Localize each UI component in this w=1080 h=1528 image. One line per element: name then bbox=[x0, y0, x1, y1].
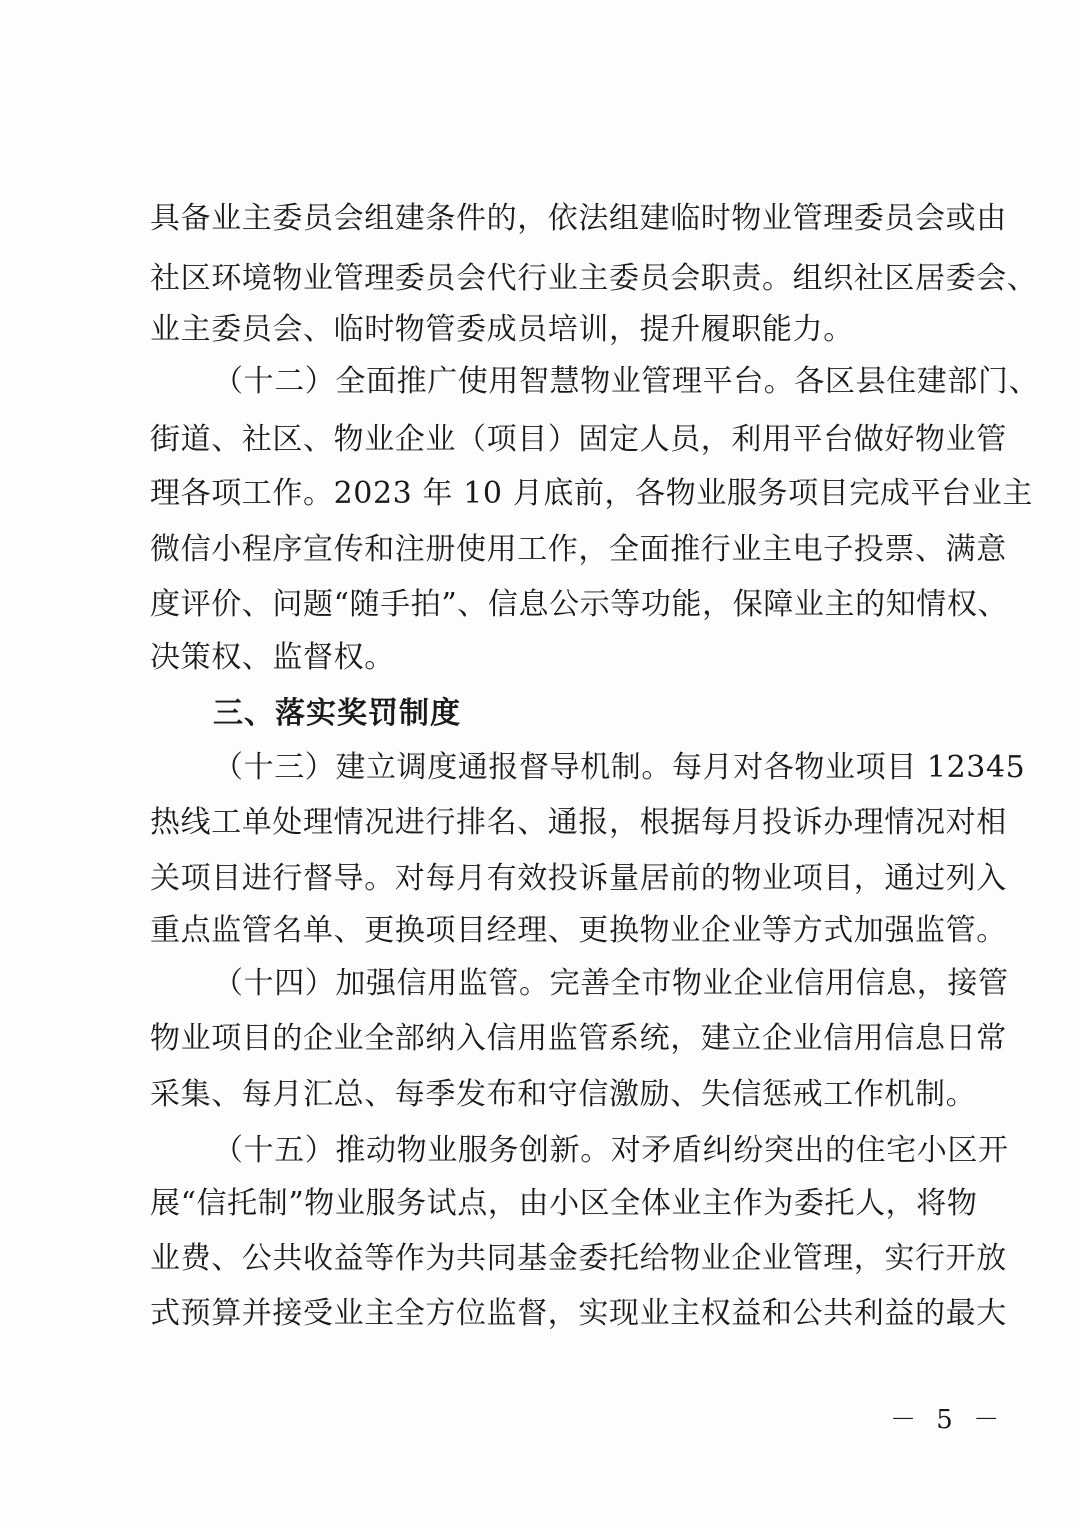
text-line: 决策权、监督权。 bbox=[150, 640, 395, 675]
paragraph-start-line: （十二）全面推广使用智慧物业管理平台。各区县住建部门、 bbox=[213, 364, 1040, 399]
paragraph-start-line: （十五）推动物业服务创新。对矛盾纠纷突出的住宅小区开 bbox=[213, 1133, 1009, 1168]
text-line: 采集、每月汇总、每季发布和守信激励、失信惩戒工作机制。 bbox=[150, 1077, 977, 1112]
page-number: － 5 － bbox=[890, 1405, 1006, 1435]
text-line: 业费、公共收益等作为共同基金委托给物业企业管理，实行开放 bbox=[150, 1241, 1007, 1276]
text-line: 热线工单处理情况进行排名、通报，根据每月投诉办理情况对相 bbox=[150, 805, 1007, 840]
text-line: 街道、社区、物业企业（项目）固定人员，利用平台做好物业管 bbox=[150, 422, 1007, 457]
text-line: 式预算并接受业主全方位监督，实现业主权益和公共利益的最大 bbox=[150, 1296, 1007, 1331]
paragraph-start-line: （十四）加强信用监管。完善全市物业企业信用信息，接管 bbox=[213, 966, 1009, 1001]
text-line: 具备业主委员会组建条件的，依法组建临时物业管理委员会或由 bbox=[150, 201, 1007, 236]
text-line: 社区环境物业管理委员会代行业主委员会职责。组织社区居委会、 bbox=[150, 261, 1038, 296]
text-line: 关项目进行督导。对每月有效投诉量居前的物业项目，通过列入 bbox=[150, 861, 1007, 896]
text-line: 物业项目的企业全部纳入信用监管系统，建立企业信用信息日常 bbox=[150, 1021, 1007, 1056]
text-line: 业主委员会、临时物管委成员培训，提升履职能力。 bbox=[150, 312, 854, 347]
text-line: 度评价、问题“随手拍”、信息公示等功能，保障业主的知情权、 bbox=[150, 587, 1009, 622]
text-line: 理各项工作。2023 年 10 月底前，各物业服务项目完成平台业主 bbox=[150, 476, 1033, 511]
text-line: 重点监管名单、更换项目经理、更换物业企业等方式加强监管。 bbox=[150, 913, 1007, 948]
section-heading: 三、落实奖罚制度 bbox=[213, 696, 461, 731]
text-line: 微信小程序宣传和注册使用工作，全面推行业主电子投票、满意 bbox=[150, 532, 1007, 567]
text-line: 展“信托制”物业服务试点，由小区全体业主作为委托人，将物 bbox=[150, 1186, 978, 1221]
paragraph-start-line: （十三）建立调度通报督导机制。每月对各物业项目 12345 bbox=[213, 750, 1026, 785]
